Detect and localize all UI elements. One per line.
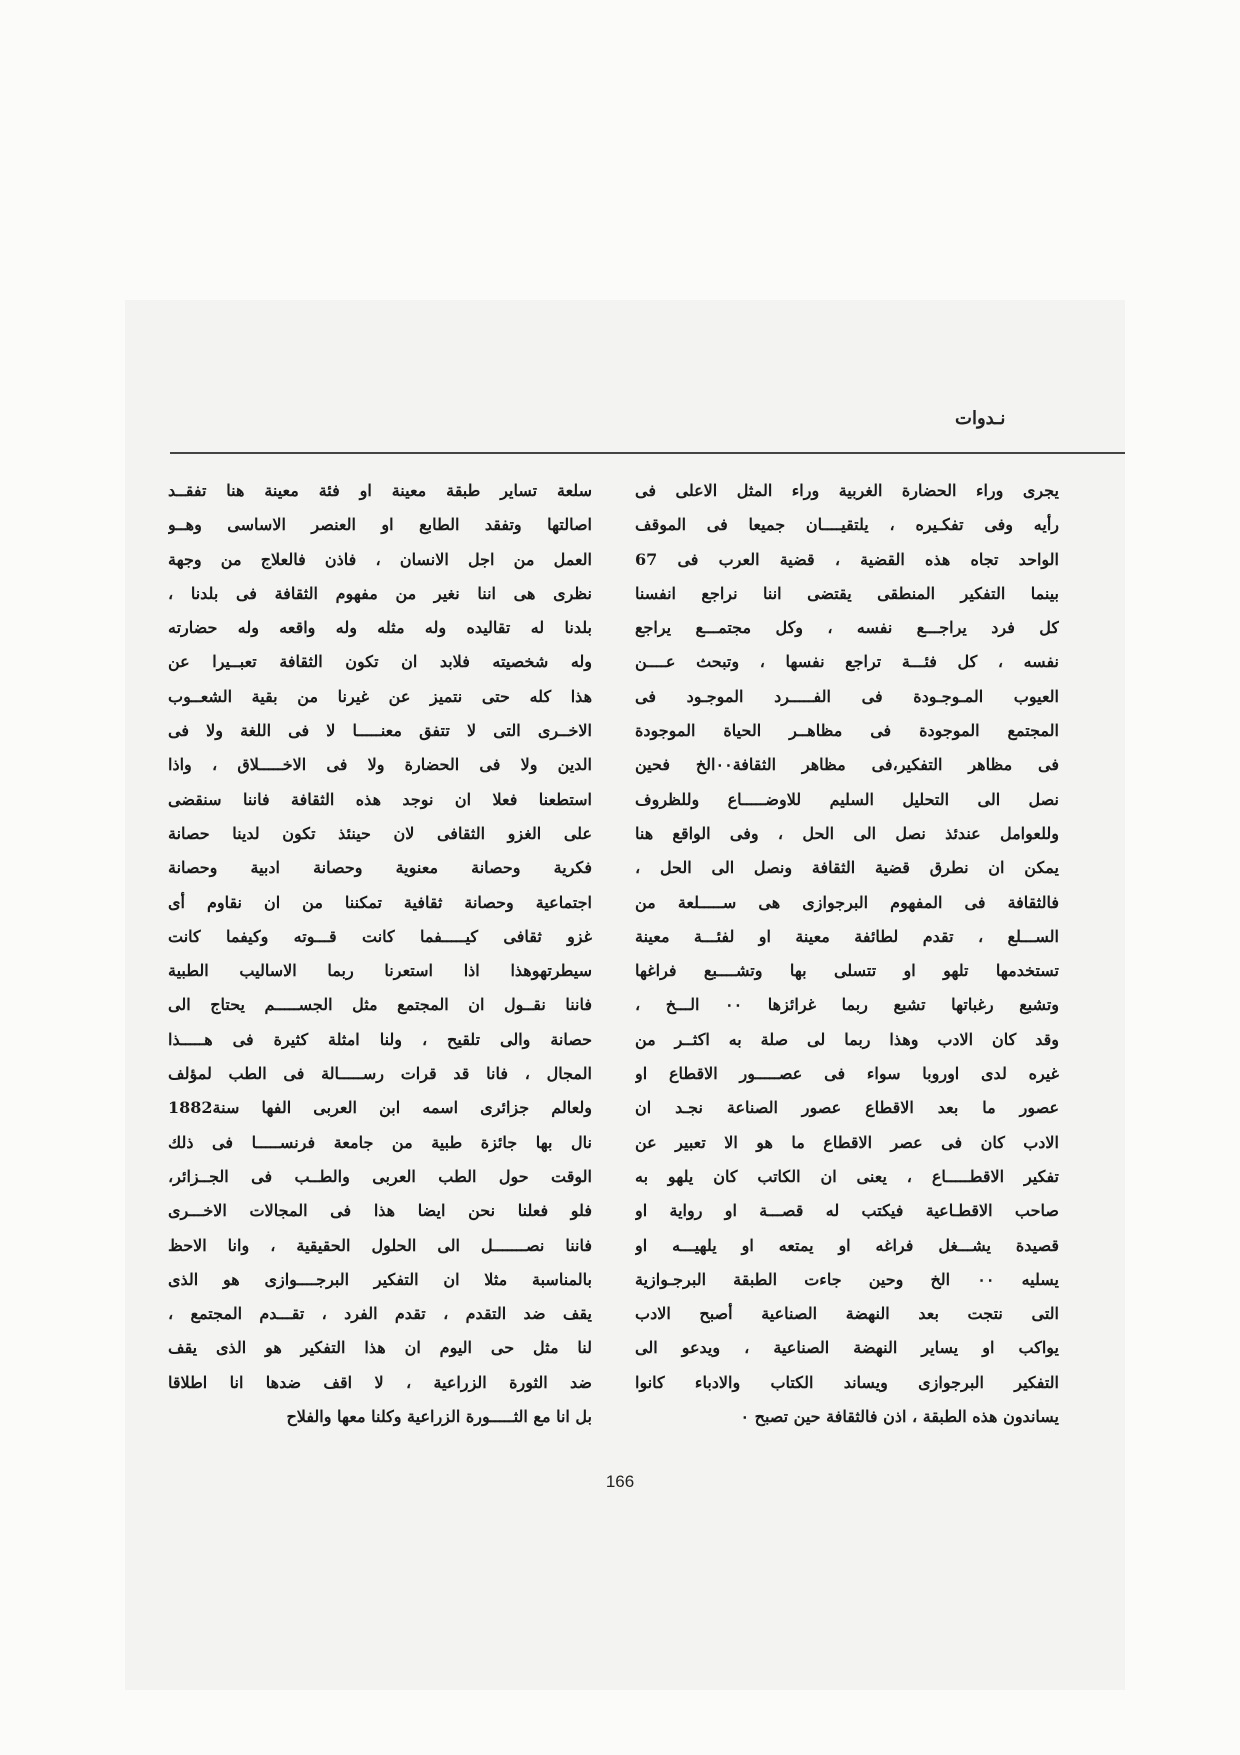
text-line: ضد الثورة الزراعية ، لا اقف ضدها انا اطلاقا <box>168 1372 592 1392</box>
text-line: الاخــرى التى لا تتفق معنـــــا لا فى اللغة ولا فى <box>168 721 592 741</box>
text-line: يسليه ٠٠ الخ وحين جاءت الطبقة البرجـوازية <box>635 1269 1059 1289</box>
text-line: فلو فعلنا نحن ايضا هذا فى المجالات الاخـــرى <box>168 1201 592 1221</box>
text-line: التفكير البرجوازى ويساند الكتاب والادباء كانوا <box>635 1372 1059 1392</box>
text-line: يواكب او يساير النهضة الصناعية ، ويدعو الى <box>635 1338 1059 1358</box>
section-title: نـدوات <box>955 408 1006 429</box>
text-line: فاننا نقــول ان المجتمع مثل الجســـــم يحتاج الى <box>168 995 592 1015</box>
text-line: سلعة تساير طبقة معينة او فئة معينة هنا تفقــد <box>168 481 592 500</box>
text-line: تستخدمها تلهو او تتسلى بها وتشــــبع فراغها <box>635 961 1059 981</box>
text-line: وللعوامل عندئذ نصل الى الحل ، وفى الواقع هنا <box>635 823 1059 843</box>
text-line: فاننا نصـــــــل الى الحلول الحقيقية ، وانا الاحظ <box>168 1235 592 1255</box>
text-line: الوقت حول الطب العربى والطــب فى الجــزائر، <box>168 1166 592 1186</box>
page-number: 166 <box>605 1472 635 1491</box>
text-line: وله شخصيته فلابد ان تكون الثقافة تعبــيرا عن <box>168 652 592 672</box>
text-line: نفسه ، كل فئـــة تراجع نفسها ، وتبحث عــــن <box>635 652 1059 672</box>
text-line: اصالتها وتفقد الطابع او العنصر الاساسى وهــو <box>168 515 592 535</box>
text-line: غزو ثقافى كيـــــفما كانت قـــوته وكيفما كانت <box>168 926 592 946</box>
text-line: العمل من اجل الانسان ، فاذن فالعلاج من وجهة <box>168 549 592 569</box>
text-line: نال بها جائزة طبية من جامعة فرنســـــا فى ذلك <box>168 1132 592 1152</box>
text-line: فالثقافة فى المفهوم البرجوازى هى ســـــلعة من <box>635 892 1059 912</box>
text-line: عصور ما بعد الاقطاع عصور الصناعة نجـد ان <box>635 1098 1059 1118</box>
text-line: تفكير الاقطـــــاع ، يعنى ان الكاتب كان يلهو به <box>635 1166 1059 1186</box>
text-line: على الغزو الثقافى لان حينئذ تكون لدينا حصانة <box>168 823 592 843</box>
header-divider <box>170 452 1125 454</box>
text-column-left <box>168 474 592 1434</box>
text-line: كل فرد يراجـــع نفسه ، وكل مجتمـــع يراجع <box>635 618 1059 638</box>
text-line: يمكن ان نطرق قضية الثقافة ونصل الى الحل ، <box>635 858 1059 878</box>
text-line: استطعنا فعلا ان نوجد هذه الثقافة فاننا سنقضى <box>168 789 592 809</box>
text-line: لنا مثل حى اليوم ان هذا التفكير هو الذى يقف <box>168 1338 592 1358</box>
text-line: وقد كان الادب وهذا ربما لى صلة به اكثــر من <box>635 1029 1059 1049</box>
text-line: بينما التفكير المنطقى يقتضى اننا نراجع انفسنا <box>635 583 1059 603</box>
text-line: ولعالم جزائرى اسمه ابن العربى الفها سنة1882 <box>168 1098 592 1118</box>
text-line: فى مظاهر التفكير،فى مظاهر الثقافة٠٠الخ فحين <box>635 755 1059 775</box>
text-line: سيطرتهوهذا اذا استعرنا ربما الاساليب الطبية <box>168 961 592 981</box>
text-line: رأيه وفى تفكـيره ، يلتقيــــان جميعا فى الموقف <box>635 515 1059 535</box>
text-line: قصيدة يشـــغل فراغه او يمتعه او يلهيـــه او <box>635 1235 1059 1255</box>
text-line: الادب كان فى عصر الاقطاع ما هو الا تعبير عن <box>635 1132 1059 1152</box>
text-line: صاحب الاقطـاعية فيكتب له قصـــة او رواية او <box>635 1201 1059 1221</box>
text-line: حصانة والى تلقيح ، ولنا امثلة كثيرة فى هـــــذا <box>168 1029 592 1049</box>
text-line: الواحد تجاه هذه القضية ، قضية العرب فى 67 <box>635 549 1059 569</box>
text-line: بالمناسبة مثلا ان التفكير البرجــــوازى هو الذى <box>168 1269 592 1289</box>
text-line: اجتماعية وحصانة ثقافية تمكننا من ان نقاوم أى <box>168 892 592 912</box>
text-line: المجال ، فانا قد قرات رســـــالة فى الطب لمؤلف <box>168 1064 592 1084</box>
text-line: بلدنا له تقاليده وله مثله وله واقعه وله حضارته <box>168 618 592 638</box>
text-line: يساندون هذه الطبقة ، اذن فالثقافة حين تصبح ٠ <box>740 1407 1059 1427</box>
text-line: التى نتجت بعد النهضة الصناعية أصبح الادب <box>635 1304 1059 1324</box>
text-line: المجتمع الموجودة فى مظاهــر الحياة الموجودة <box>635 721 1059 741</box>
text-column-right <box>635 474 1059 1434</box>
text-line: فكرية وحصانة معنوية وحصانة ادبية وحصانة <box>168 858 592 878</box>
text-line: العيوب المـوجـودة فى الفـــــرد الموجـود فى <box>635 686 1059 706</box>
text-line: الســـلع ، تقدم لطائفة معينة او لفئـــة معينة <box>635 926 1059 946</box>
text-line: نصل الى التحليل السليم للاوضـــــاع وللظروف <box>635 789 1059 809</box>
text-line: هذا كله حتى نتميز عن غيرنا من بقية الشعــوب <box>168 686 592 706</box>
text-line: الدين ولا فى الحضارة ولا فى الاخـــــلاق ، واذا <box>168 755 592 775</box>
text-line: وتشبع رغباتها تشبع ربما غرائزها ٠٠ الـــخ ، <box>635 995 1059 1015</box>
text-line: يقف ضد التقدم ، تقدم الفرد ، تقـــدم المجتمع ، <box>168 1304 592 1324</box>
text-line: غيره لدى اوروبا سواء فى عصـــــور الاقطاع او <box>635 1064 1059 1084</box>
text-line: بل انا مع الثـــــورة الزراعية وكلنا معها والفلاح <box>286 1407 592 1427</box>
text-line: يجرى وراء الحضارة الغربية وراء المثل الاعلى فى <box>635 481 1059 500</box>
text-line: نظرى هى اننا نغير من مفهوم الثقافة فى بلدنا ، <box>168 583 592 603</box>
